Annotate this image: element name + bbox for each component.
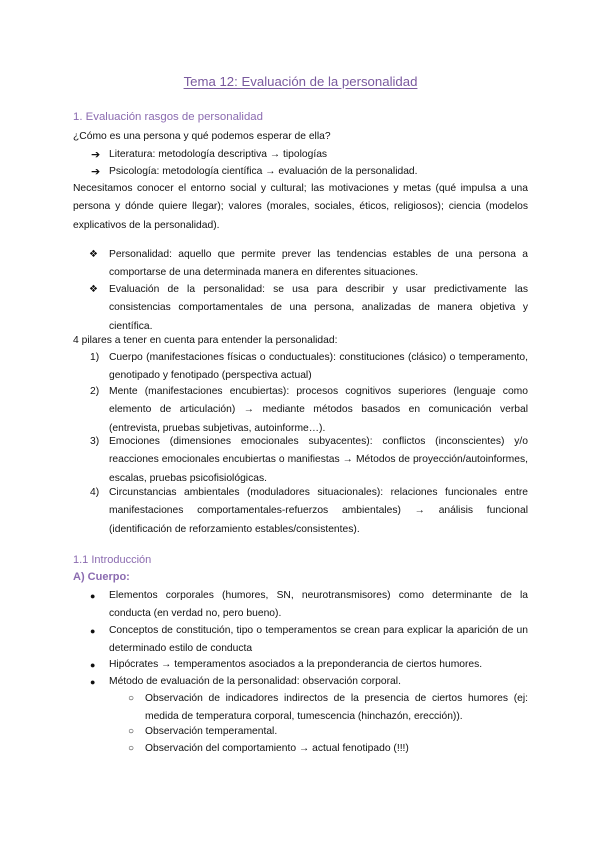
sub-bullet-item: Observación de indicadores indirectos de la presencia de ciertos humores (ej: medida de temperatura corporal, tumescencia (hinchazón, erección)).	[145, 693, 528, 723]
pillar-item: Mente (manifestaciones encubiertas): procesos cognitivos superiores (lenguaje como elemento de articulación) → mediante métodos basados en comunicación verbal (entrevista, pruebas subjetivas, autoinforme…).	[109, 386, 528, 434]
context-paragraph: Necesitamos conocer el entorno social y cultural; las motivaciones y metas (qué impulsa a una persona y dónde quiere llegar); valores (morales, sociales, éticos, religiosos); ciencia (modelos explicativos de la personalidad).	[73, 183, 528, 231]
circle-bullet-icon: ○	[128, 726, 135, 737]
pillar-item: Emociones (dimensiones emocionales subyacentes): conflictos (inconscientes) y/o reacciones emocionales encubiertas o manifiestas → Métodos de proyección/autoinformes, escalas, pruebas psicofisiológicas.	[109, 436, 528, 484]
diamond-bullet-icon: ❖	[89, 249, 98, 260]
definition-item: Personalidad: aquello que permite prever las tendencias estables de una persona a comportarse de una determinada manera en diferentes situaciones.	[109, 249, 528, 279]
sub-bullet-item: Observación temperamental.	[145, 726, 278, 737]
question-text: ¿Cómo es una persona y qué podemos esperar de ella?	[73, 131, 331, 142]
circle-bullet-icon: ○	[128, 743, 135, 754]
list-number: 3)	[90, 436, 100, 447]
bullet-icon: ●	[90, 626, 96, 636]
subsection-heading: 1.1 Introducción	[73, 554, 152, 566]
sub-bullet-item: Observación del comportamiento → actual fenotipado (!!!)	[145, 743, 409, 754]
bullet-icon: ●	[90, 660, 96, 670]
bullet-item: Método de evaluación de la personalidad: observación corporal.	[109, 676, 401, 687]
list-number: 2)	[90, 386, 100, 397]
bullet-item: Elementos corporales (humores, SN, neurotransmisores) como determinante de la conducta (en verdad no, pero bueno).	[109, 590, 528, 620]
document-title: Tema 12: Evaluación de la personalidad	[183, 74, 418, 89]
section-heading: 1. Evaluación rasgos de personalidad	[73, 111, 263, 123]
definition-item: Evaluación de la personalidad: se usa para describir y usar predictivamente las consistencias comportamentales de una persona, analizadas de manera objetiva y científica.	[109, 284, 528, 332]
pillar-item: Circunstancias ambientales (moduladores situacionales): relaciones funcionales entre manifestaciones comportamentales-refuerzos ambientales) → análisis funcional (identificación de reforzamiento estables/consistentes).	[109, 487, 528, 535]
pillars-intro: 4 pilares a tener en cuenta para entender la personalidad:	[73, 335, 338, 346]
arrow-item: Psicología: metodología científica → evaluación de la personalidad.	[109, 166, 418, 177]
circle-bullet-icon: ○	[128, 693, 135, 704]
arrow-item: Literatura: metodología descriptiva → tipologías	[109, 149, 328, 160]
arrow-icon: ➔	[91, 166, 101, 178]
pillar-item: Cuerpo (manifestaciones físicas o conductuales): constituciones (clásico) o temperamento, genotipado y fenotipado (perspectiva actual)	[109, 352, 528, 382]
bullet-item: Conceptos de constitución, tipo o temperamentos se crean para explicar la aparición de un determinado estilo de conducta	[109, 625, 528, 655]
list-number: 1)	[90, 352, 100, 363]
bullet-icon: ●	[90, 677, 96, 687]
diamond-bullet-icon: ❖	[89, 284, 98, 295]
arrow-icon: ➔	[91, 149, 101, 161]
bullet-icon: ●	[90, 591, 96, 601]
bullet-item: Hipócrates → temperamentos asociados a la preponderancia de ciertos humores.	[109, 659, 483, 670]
list-number: 4)	[90, 487, 100, 498]
subsection-subheading: A) Cuerpo:	[73, 571, 130, 583]
